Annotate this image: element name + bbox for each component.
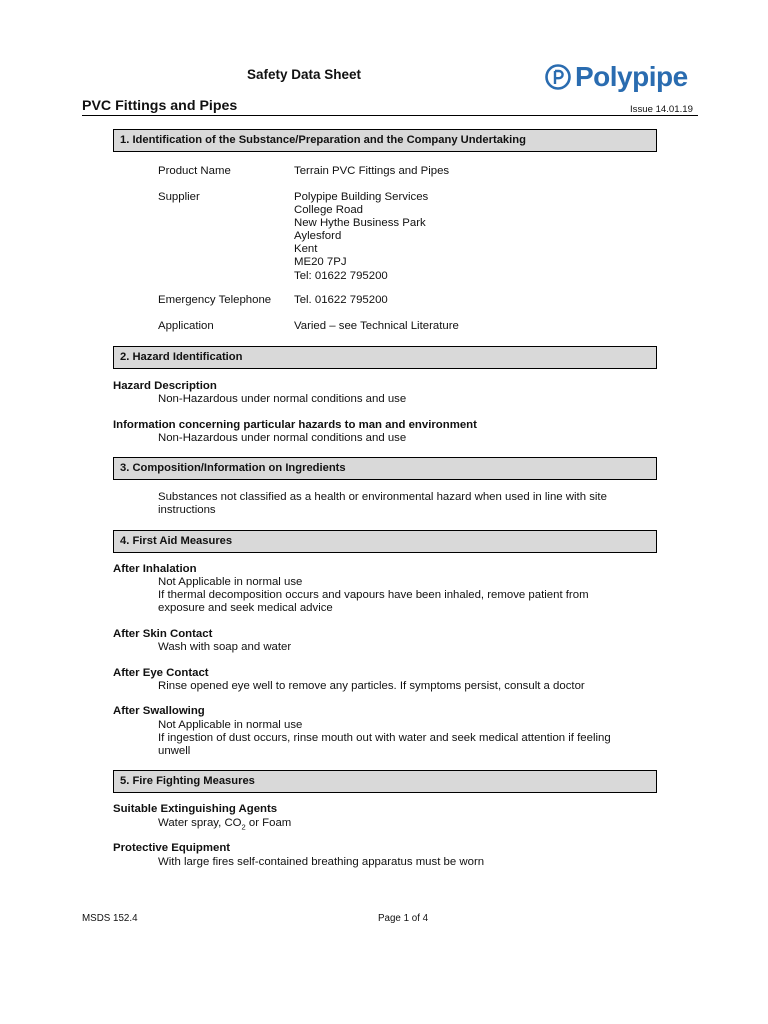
composition-line: instructions — [158, 504, 216, 517]
hazard-description-title: Hazard Description — [113, 380, 217, 392]
section-heading-1-text: 1. Identification of the Substance/Preparation and the Company Undertaking — [120, 134, 526, 146]
header-divider — [82, 115, 698, 116]
section-heading-2-text: 2. Hazard Identification — [120, 351, 243, 363]
protective-equipment-title: Protective Equipment — [113, 842, 231, 854]
issue-date: Issue 14.01.19 — [630, 104, 693, 115]
inhalation-line: Not Applicable in normal use — [158, 576, 303, 588]
supplier-label: Supplier — [158, 191, 200, 203]
document-subtitle: PVC Fittings and Pipes — [82, 98, 238, 114]
section-heading-1 — [113, 129, 657, 152]
inhalation-line: If thermal decomposition occurs and vapours have been inhaled, remove patient from — [158, 589, 589, 602]
section-heading-5-text: 5. Fire Fighting Measures — [120, 775, 255, 787]
inhalation-line: exposure and seek medical advice — [158, 602, 333, 615]
emergency-telephone-value: Tel. 01622 795200 — [294, 294, 388, 306]
emergency-telephone-label: Emergency Telephone — [158, 294, 272, 306]
agents-text-post: or Foam — [245, 817, 292, 829]
hazard-info-title: Information concerning particular hazards to man and environment — [113, 419, 477, 431]
hazard-info-text: Non-Hazardous under normal conditions and use — [158, 432, 407, 444]
after-skin-contact-title: After Skin Contact — [113, 628, 213, 640]
composition-text — [158, 491, 658, 517]
swallowing-line: If ingestion of dust occurs, rinse mouth out with water and seek medical attention if feeling — [158, 732, 611, 745]
agents-subscript: 2 — [241, 822, 246, 832]
after-eye-contact-title: After Eye Contact — [113, 667, 209, 679]
section-heading-2 — [113, 346, 657, 369]
supplier-line: Polypipe Building Services — [294, 191, 429, 203]
section-heading-4-text: 4. First Aid Measures — [120, 535, 233, 547]
hazard-description-text: Non-Hazardous under normal conditions and use — [158, 393, 407, 405]
extinguishing-agents-text — [158, 817, 658, 833]
application-label: Application — [158, 320, 214, 332]
swallowing-line: Not Applicable in normal use — [158, 719, 303, 731]
company-logo — [545, 60, 688, 94]
supplier-line: New Hythe Business Park — [294, 217, 426, 230]
polypipe-logo-icon — [545, 64, 571, 90]
supplier-line: Kent — [294, 243, 318, 256]
logo-text: Polypipe — [575, 61, 688, 92]
supplier-address — [294, 191, 428, 283]
after-inhalation-title: After Inhalation — [113, 563, 197, 575]
section-heading-4 — [113, 530, 657, 553]
product-name-value: Terrain PVC Fittings and Pipes — [294, 165, 450, 177]
after-swallowing-title: After Swallowing — [113, 705, 205, 717]
supplier-line: Tel: 01622 795200 — [294, 269, 388, 282]
swallowing-line: unwell — [158, 745, 191, 758]
section-heading-3 — [113, 457, 657, 480]
after-inhalation-text — [158, 576, 658, 615]
supplier-line: College Road — [294, 204, 364, 217]
after-skin-contact-text: Wash with soap and water — [158, 641, 292, 653]
extinguishing-agents-title: Suitable Extinguishing Agents — [113, 803, 278, 815]
product-name-label: Product Name — [158, 165, 231, 177]
after-eye-contact-text: Rinse opened eye well to remove any particles. If symptoms persist, consult a doctor — [158, 680, 585, 692]
page-number: Page 1 of 4 — [378, 913, 429, 924]
after-swallowing-text — [158, 719, 658, 758]
document-reference: MSDS 152.4 — [82, 913, 138, 924]
supplier-line: ME20 7PJ — [294, 256, 347, 269]
document-title: Safety Data Sheet — [247, 67, 362, 82]
section-heading-3-text: 3. Composition/Information on Ingredients — [120, 462, 346, 474]
composition-line: Substances not classified as a health or environmental hazard when used in line with site — [158, 491, 607, 503]
protective-equipment-text: With large fires self-contained breathing apparatus must be worn — [158, 856, 485, 868]
supplier-line: Aylesford — [294, 230, 342, 243]
application-value: Varied – see Technical Literature — [294, 320, 459, 332]
section-heading-5 — [113, 770, 657, 793]
agents-text-pre: Water spray, CO — [158, 817, 242, 829]
